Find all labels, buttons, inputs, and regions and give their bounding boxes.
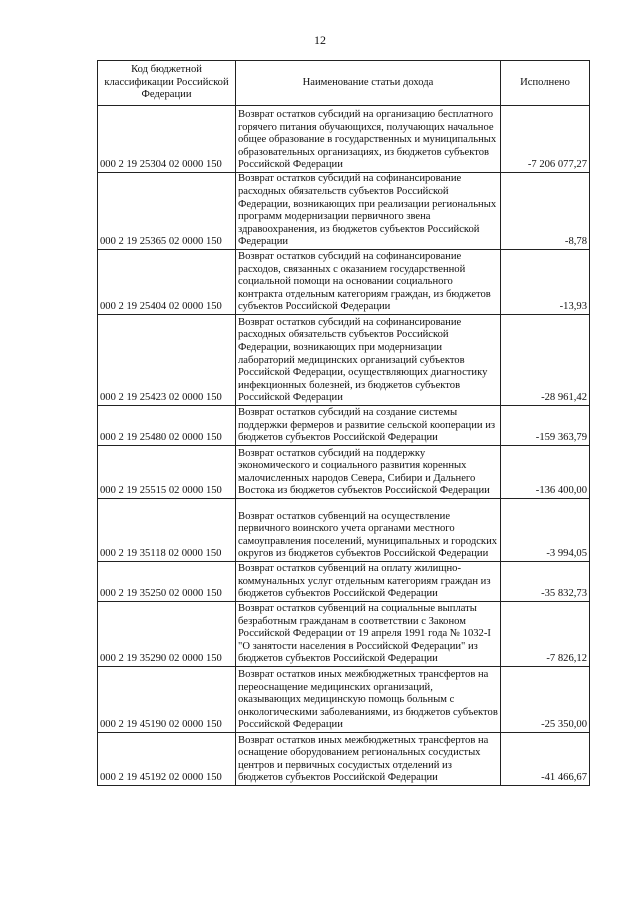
table-header-row [98, 61, 590, 106]
budget-code-cell: 000 2 19 25515 02 0000 150 [98, 446, 236, 499]
revenue-item-name-cell: Возврат остатков иных межбюджетных трансфертов на оснащение оборудованием региональных сосудистых центров и первичных сосудистых отделений из бюджетов субъектов Российской Федерации [236, 733, 501, 786]
revenue-item-name-cell: Возврат остатков субвенций на оплату жилищно-коммунальных услуг отдельным категориям граждан из бюджетов субъектов Российской Федерации [236, 562, 501, 602]
budget-code-cell: 000 2 19 35290 02 0000 150 [98, 602, 236, 667]
revenue-item-name-cell: Возврат остатков субсидий на создание системы поддержки фермеров и развитие сельской кооперации из бюджетов субъектов Российской Федерации [236, 406, 501, 446]
table-row [98, 733, 590, 786]
table-row [98, 406, 590, 446]
table-row [98, 667, 590, 733]
table-row [98, 562, 590, 602]
revenue-item-name-cell: Возврат остатков иных межбюджетных трансфертов на переоснащение медицинских организаций, оказывающих медицинскую помощь больным с онкологическими заболеваниями, из бюджетов субъектов Российской Федерации [236, 667, 501, 733]
executed-amount-cell: -7 206 077,27 [501, 106, 590, 173]
executed-amount-cell: -41 466,67 [501, 733, 590, 786]
header-budget-code: Код бюджетной классификации Российской Федерации [98, 61, 236, 106]
revenue-item-name-cell: Возврат остатков субсидий на софинансирование расходных обязательств субъектов Российской Федерации, возникающих при модернизации лабораторий медицинских организаций субъектов Российской Федерации, осуществляющих диагностику инфекционных болезней, из бюджетов субъектов Российской Федерации [236, 315, 501, 406]
budget-code-cell: 000 2 19 45190 02 0000 150 [98, 667, 236, 733]
header-revenue-item-name: Наименование статьи дохода [236, 61, 501, 106]
page-number: 12 [314, 33, 326, 47]
executed-amount-cell: -13,93 [501, 250, 590, 315]
executed-amount-cell: -159 363,79 [501, 406, 590, 446]
budget-code-cell: 000 2 19 35118 02 0000 150 [98, 499, 236, 562]
table-row [98, 499, 590, 562]
header-executed-amount: Исполнено [501, 61, 590, 106]
table-row [98, 315, 590, 406]
executed-amount-cell: -136 400,00 [501, 446, 590, 499]
budget-code-cell: 000 2 19 25423 02 0000 150 [98, 315, 236, 406]
budget-code-cell: 000 2 19 25404 02 0000 150 [98, 250, 236, 315]
table-row [98, 446, 590, 499]
executed-amount-cell: -35 832,73 [501, 562, 590, 602]
revenue-item-name-cell: Возврат остатков субсидий на поддержку экономического и социального развития коренных малочисленных народов Севера, Сибири и Дальнего Востока из бюджетов субъектов Российской Федерации [236, 446, 501, 499]
budget-revenue-table [97, 60, 590, 786]
budget-code-cell: 000 2 19 35250 02 0000 150 [98, 562, 236, 602]
revenue-item-name-cell: Возврат остатков субвенций на осуществление первичного воинского учета органами местного самоуправления поселений, муниципальных и городских округов из бюджетов субъектов Российской Федерации [236, 499, 501, 562]
budget-code-cell: 000 2 19 25480 02 0000 150 [98, 406, 236, 446]
budget-code-cell: 000 2 19 25365 02 0000 150 [98, 173, 236, 250]
budget-code-cell: 000 2 19 45192 02 0000 150 [98, 733, 236, 786]
revenue-item-name-cell: Возврат остатков субсидий на софинансирование расходных обязательств субъектов Российской Федерации, возникающих при реализации региональных программ модернизации первичного звена здравоохранения, из бюджетов субъектов Российской Федерации [236, 173, 501, 250]
executed-amount-cell: -25 350,00 [501, 667, 590, 733]
table-row [98, 173, 590, 250]
table-row [98, 106, 590, 173]
executed-amount-cell: -28 961,42 [501, 315, 590, 406]
table-row [98, 602, 590, 667]
executed-amount-cell: -8,78 [501, 173, 590, 250]
revenue-item-name-cell: Возврат остатков субвенций на социальные выплаты безработным гражданам в соответствии с Законом Российской Федерации от 19 апреля 1991 года № 1032-I "О занятости населения в Российской Федерации" из бюджетов субъектов Российской Федерации [236, 602, 501, 667]
budget-code-cell: 000 2 19 25304 02 0000 150 [98, 106, 236, 173]
revenue-item-name-cell: Возврат остатков субсидий на организацию бесплатного горячего питания обучающихся, получающих начальное общее образование в государственных и муниципальных образовательных организациях, из бюджетов субъектов Российской Федерации [236, 106, 501, 173]
executed-amount-cell: -7 826,12 [501, 602, 590, 667]
table-row [98, 250, 590, 315]
revenue-item-name-cell: Возврат остатков субсидий на софинансирование расходов, связанных с оказанием государственной социальной помощи на основании социального контракта отдельным категориям граждан, из бюджетов субъектов Российской Федерации [236, 250, 501, 315]
executed-amount-cell: -3 994,05 [501, 499, 590, 562]
